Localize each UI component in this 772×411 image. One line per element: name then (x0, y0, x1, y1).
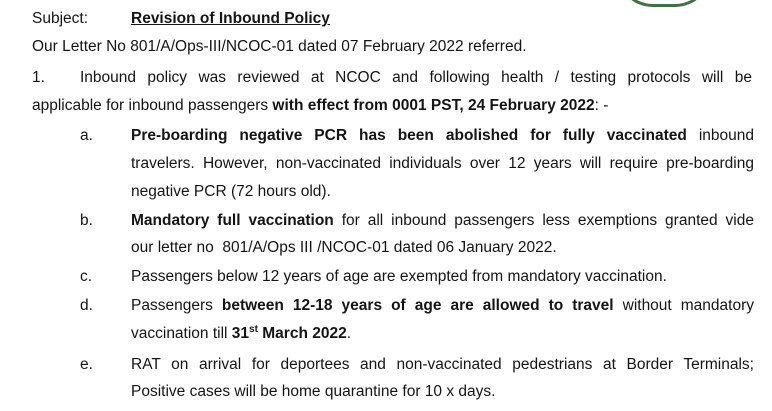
item-b-line-1 (131, 211, 754, 231)
paragraph-line-2 (32, 96, 608, 116)
item-d-tail: without mandatory (613, 297, 754, 314)
item-d-date (232, 325, 347, 342)
item-d-line-1 (131, 296, 754, 316)
item-b-letter: b. (80, 212, 93, 229)
item-d-bold: between 12-18 years of age are allowed to travel (221, 297, 614, 314)
paragraph-line-2-text: applicable for inbound passengers (32, 97, 273, 114)
item-a-line-1 (131, 126, 754, 146)
paragraph-line-2-tail: : - (594, 97, 609, 114)
reference-line: Our Letter No 801/A/Ops-III/NCOC-01 dated 07 February 2022 referred. (32, 38, 527, 55)
item-a-line-2: travelers. However, non-vaccinated individuals over 12 years will require pre-boarding (131, 155, 754, 172)
item-d-date-rest: March 2022 (257, 325, 347, 342)
paragraph-line-1: Inbound policy was reviewed at NCOC and following health / testing protocols will be (80, 69, 752, 86)
item-a-letter: a. (80, 127, 93, 144)
item-d-line-2-head: vaccination till (131, 325, 232, 342)
item-c-letter: c. (80, 268, 93, 285)
subject-label: Subject: (32, 10, 89, 27)
effective-date: with effect from 0001 PST, 24 February 2022 (272, 97, 595, 114)
item-a-bold: Pre-boarding negative PCR has been abolished for fully vaccinated (131, 127, 687, 144)
item-b-tail: for all inbound passengers less exemptions granted vide (333, 212, 754, 229)
item-c-line-1: Passengers below 12 years of age are exempted from mandatory vaccination. (131, 268, 667, 285)
item-d-date-day: 31 (231, 325, 250, 342)
paragraph-number: 1. (32, 69, 45, 86)
item-e-line-2: Positive cases will be home quarantine for 10 x days. (131, 383, 496, 400)
item-a-line-3: negative PCR (72 hours old). (131, 183, 331, 200)
item-d-date-suffix: st (249, 323, 258, 335)
item-b-line-2: our letter no 801/A/Ops III /NCOC-01 dated 06 January 2022. (131, 239, 557, 256)
item-e-letter: e. (80, 356, 93, 373)
item-e-line-1: RAT on arrival for deportees and non-vaccinated pedestrians at Border Terminals; (131, 356, 754, 373)
item-d-head: Passengers (131, 297, 222, 314)
letterhead-seal-edge (616, 0, 712, 7)
item-d-line-2-tail: . (346, 325, 352, 342)
item-a-tail: inbound (686, 127, 754, 144)
item-d-line-2 (131, 324, 754, 344)
item-d-letter: d. (80, 297, 93, 314)
subject-title: Revision of Inbound Policy (131, 10, 330, 27)
item-b-bold: Mandatory full vaccination (131, 212, 334, 229)
